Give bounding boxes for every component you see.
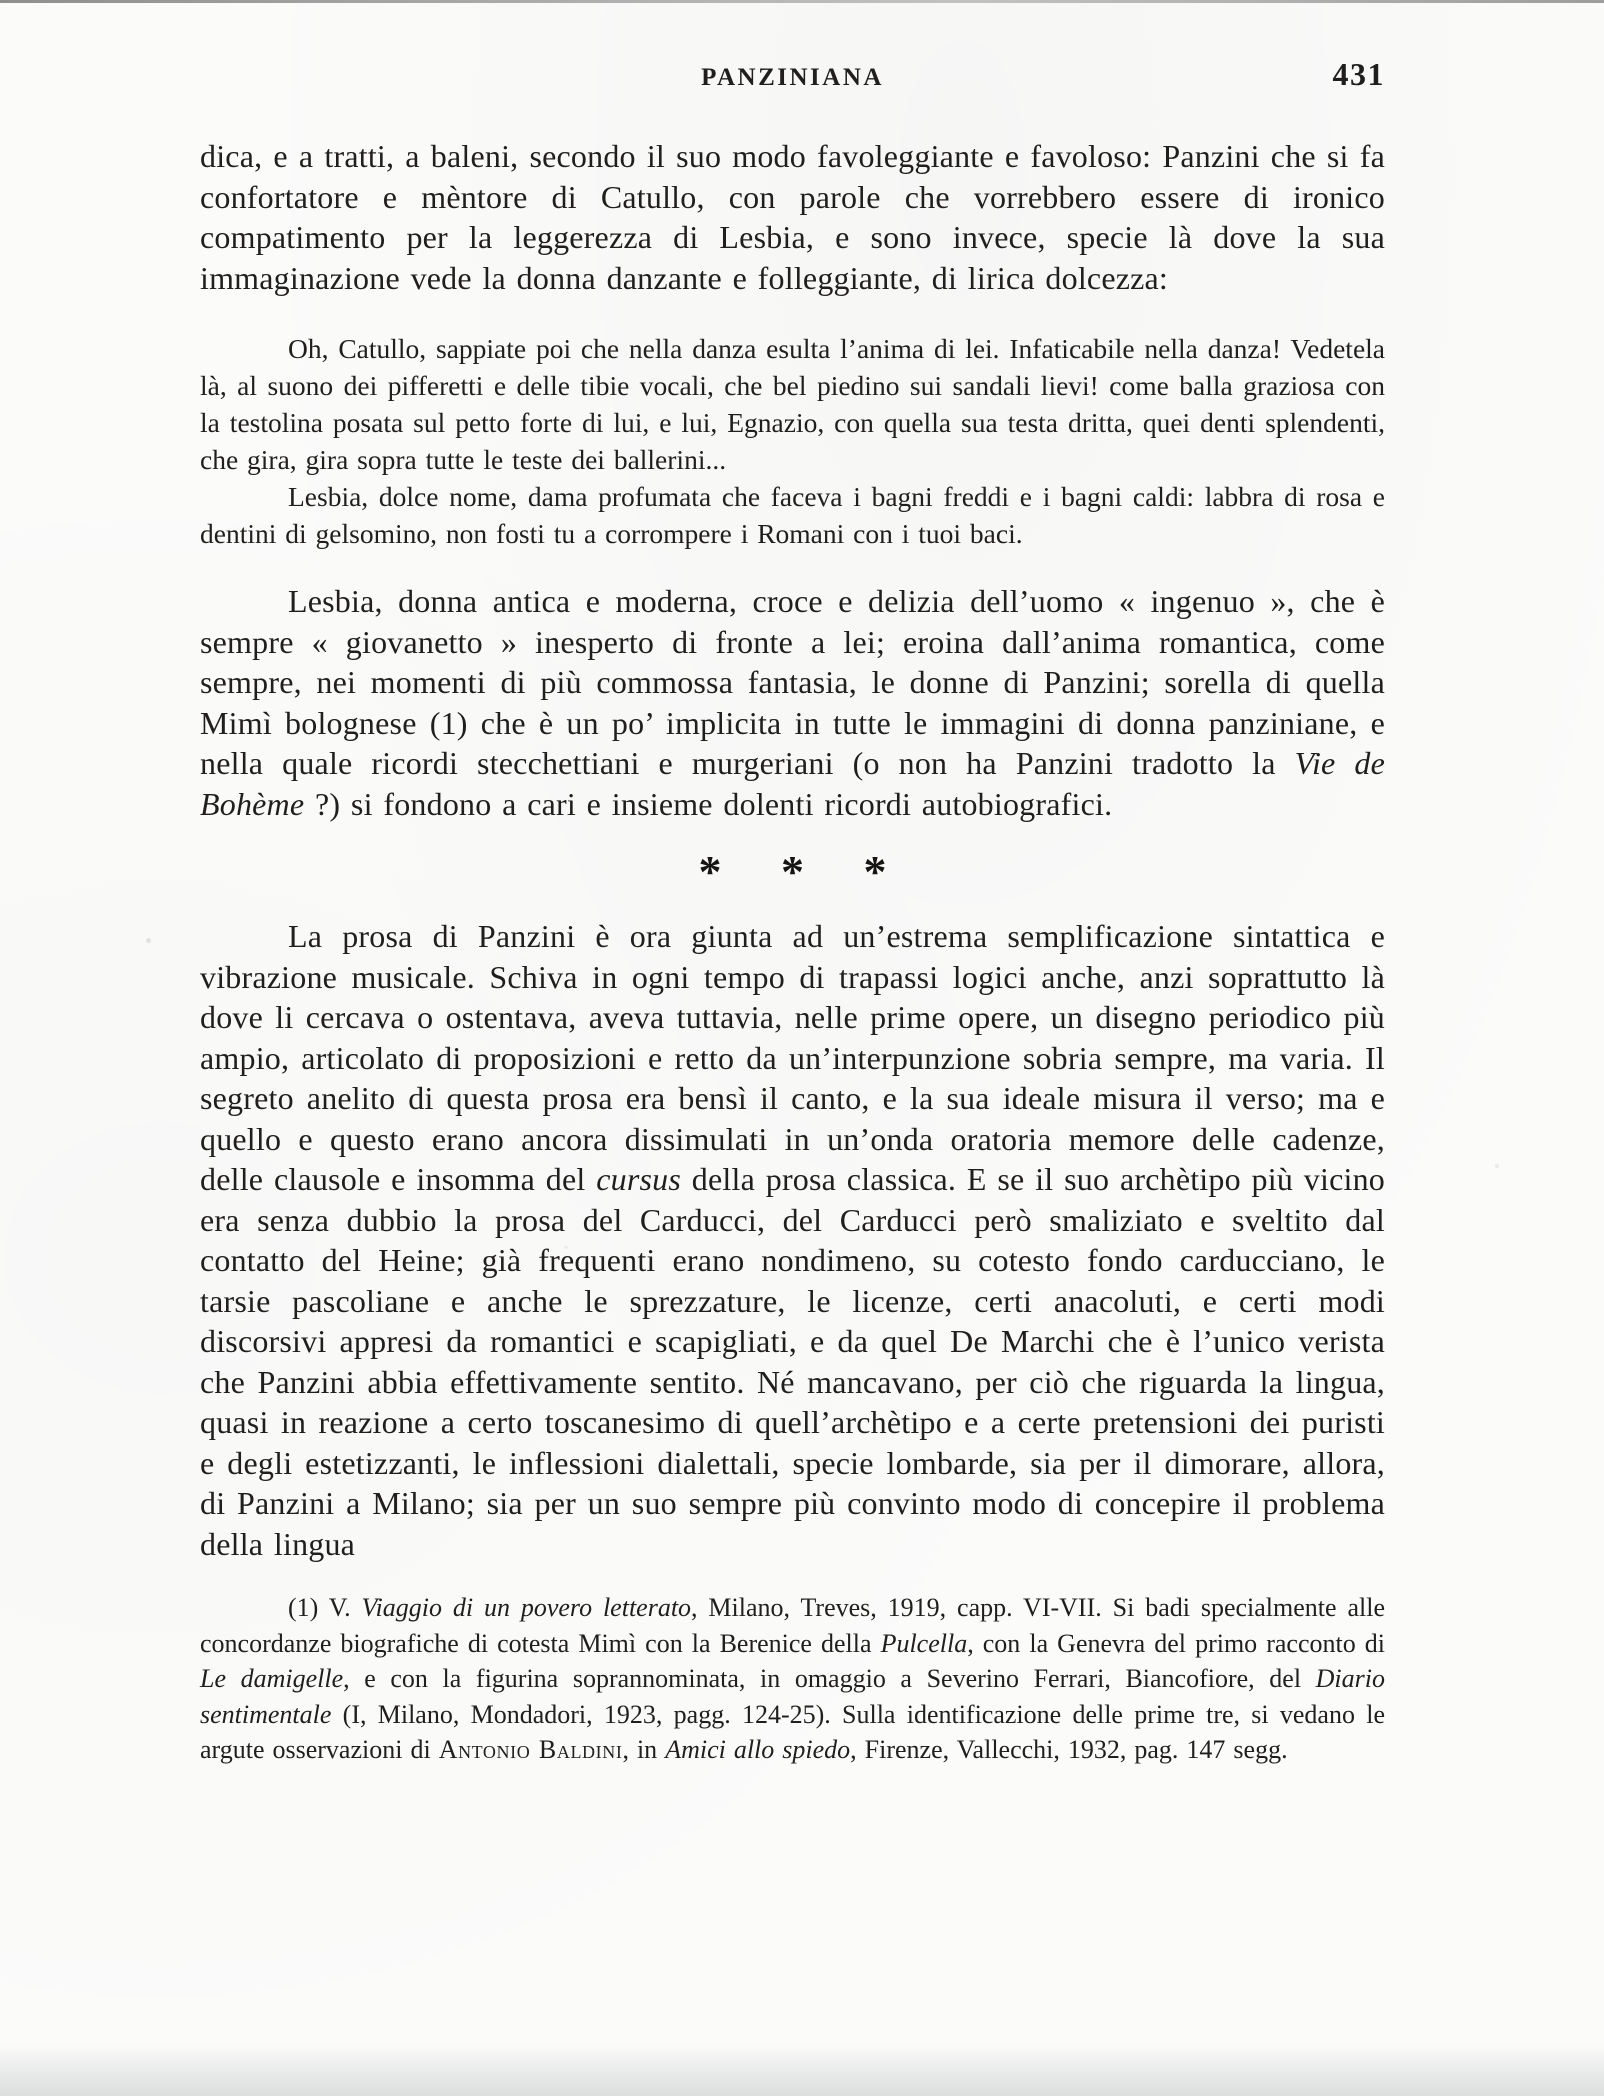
scan-speck	[564, 1246, 568, 1249]
running-title: PANZINIANA	[701, 64, 884, 91]
asterisk-separator: * * *	[698, 846, 911, 897]
page-number: 431	[1332, 56, 1385, 92]
scan-top-edge	[0, 0, 1604, 3]
quote-paragraph-1: Oh, Catullo, sappiate poi che nella danza esulta l’anima di lei. Infaticabile nella danza! Vedetela là, al suono dei pifferetti e delle tibie vocali, che bel piedino sui sandali lievi! come balla graziosa con la testolina posata sul petto forte di lui, e lui, Egnazio, con quella sua testa dritta, quei denti splendenti, che gira, gira sopra tutte le teste dei ballerini...	[200, 333, 1385, 475]
scan-speck	[1495, 1164, 1499, 1168]
scan-speck	[146, 938, 151, 943]
paragraph-lesbia: Lesbia, donna antica e moderna, croce e delizia dell’uomo « ingenuo », che è sempre « giovanetto » inesperto di fronte a lei; eroina dall’anima romantica, come sempre, nei momenti di più commossa fantasia, le donne di Panzini; sorella di quella Mimì bolognese (1) che è un po’ implicita in tutte le immagini di donna panziniane, e nella quale ricordi stecchettiani e murgeriani (o non ha Panzini tradotto la Vie de Bohème ?) si fondono a cari e insieme dolenti ricordi autobiografici.	[200, 583, 1385, 822]
paragraph-continuation: dica, e a tratti, a baleni, secondo il suo modo favoleggiante e favoloso: Panzini che si fa confortatore e mèntore di Catullo, con parole che vorrebbero essere di ironico compatimento per la leggerezza di Lesbia, e sono invece, specie là dove la sua immaginazione vede la donna danzante e folleggiante, di lirica dolcezza:	[200, 138, 1385, 296]
text-block	[200, 136, 1385, 1768]
scan-bottom-edge	[0, 2044, 1604, 2096]
page-header	[200, 56, 1385, 96]
quote-paragraph-2: Lesbia, dolce nome, dama profumata che faceva i bagni freddi e i bagni caldi: labbra di rosa e dentini di gelsomino, non fosti tu a corrompere i Romani con i tuoi baci.	[200, 481, 1385, 549]
paragraph-prosa: La prosa di Panzini è ora giunta ad un’estrema semplificazione sintattica e vibrazione musicale. Schiva in ogni tempo di trapassi logici anche, anzi soprattutto là dove li cercava o ostentava, aveva tuttavia, nelle prime opere, un disegno periodico più ampio, articolato di proposizioni e retto da un’interpunzione sobria sempre, ma varia. Il segreto anelito di questa prosa era bensì il canto, e la sua ideale misura il verso; ma e quello e questo erano ancora dissimulati in un’onda oratoria memore delle cadenze, delle clausole e insomma del cursus della prosa classica. E se il suo archètipo più vicino era senza dubbio la prosa del Carducci, del Carducci però smaliziato e sveltito dal contatto del Heine; già frequenti erano nondimeno, su cotesto fondo carducciano, le tarsie pascoliane e anche le sprezzature, le licenze, certi anacoluti, e certi modi discorsivi appresi da romantici e scapigliati, e da quel De Marchi che è l’unico verista che Panzini abbia effettivamente sentito. Né mancavano, per ciò che riguarda la lingua, quasi in reazione a certo toscanesimo di quell’archètipo e a certe pretensioni dei puristi e degli estetizzanti, le inflessioni dialettali, specie lombarde, sia per il dimorare, allora, di Panzini a Milano; sia per un suo sempre più convinto modo di concepire il problema della lingua	[200, 918, 1385, 1562]
footnote: (1) V. Viaggio di un povero letterato, Milano, Treves, 1919, capp. VI-VII. Si badi specialmente alle concordanze biografiche di cotesta Mimì con la Berenice della Pulcella, con la Genevra del primo racconto di Le damigelle, e con la figurina soprannominata, in omaggio a Severino Ferrari, Biancofiore, del Diario sentimentale (I, Milano, Mondadori, 1923, pagg. 124-25). Sulla identificazione delle prime tre, si vedano le argute osservazioni di Antonio Baldini, in Amici allo spiedo, Firenze, Vallecchi, 1932, pag. 147 segg.	[200, 1593, 1385, 1764]
block-quote	[200, 330, 1385, 552]
